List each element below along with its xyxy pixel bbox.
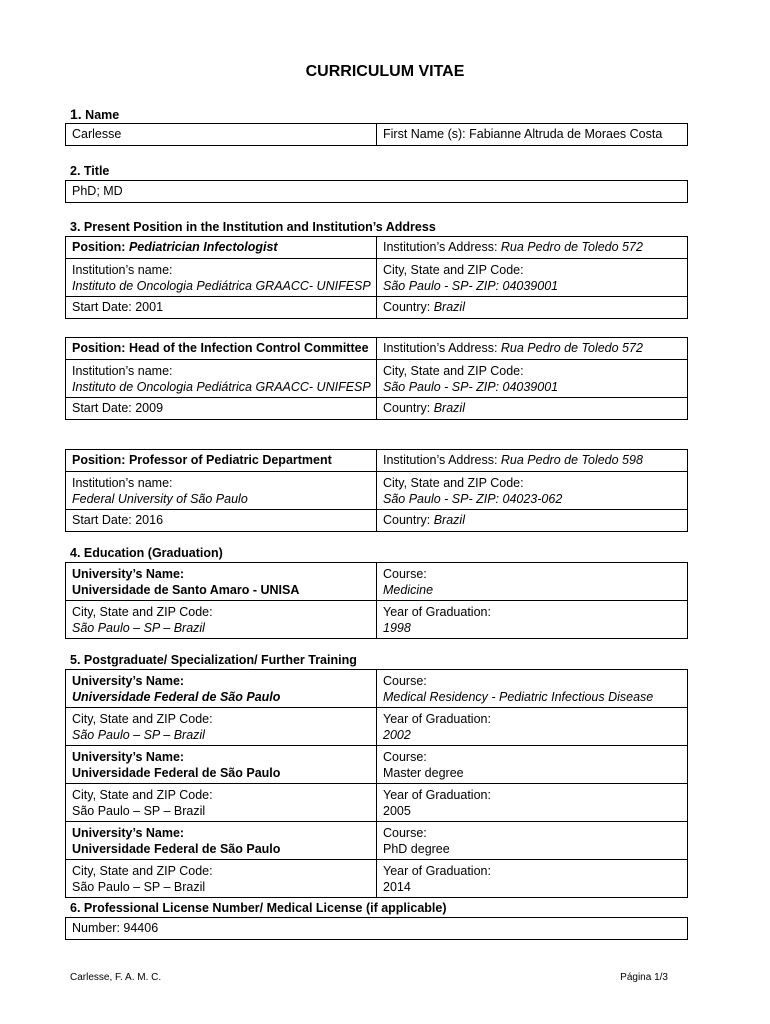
course-cell: [377, 822, 688, 860]
university-value: Universidade de Santo Amaro - UNISA: [72, 583, 300, 597]
city-value: São Paulo – SP – Brazil: [72, 621, 205, 635]
section-1-heading: [70, 107, 119, 123]
country-cell: [377, 297, 688, 319]
section-1-label: Name: [85, 108, 120, 122]
university-label: University’s Name:: [72, 567, 185, 581]
city-label: City, State and ZIP Code:: [72, 788, 213, 802]
position-table-1: [65, 236, 688, 319]
city-cell: [66, 860, 377, 898]
city-cell: [377, 472, 688, 510]
section-1-number: 1.: [70, 106, 82, 122]
address-cell: [377, 338, 688, 360]
country-cell: [377, 510, 688, 532]
city-label: City, State and ZIP Code:: [72, 605, 213, 619]
course-label: Course:: [383, 567, 427, 581]
title-table: [65, 180, 688, 203]
year-label: Year of Graduation:: [383, 788, 491, 802]
city-value: São Paulo – SP – Brazil: [72, 728, 205, 742]
name-table: [65, 123, 688, 146]
city-label: City, State and ZIP Code:: [72, 864, 213, 878]
year-value: 2014: [383, 880, 411, 894]
address-value: Rua Pedro de Toledo 598: [500, 453, 643, 467]
course-value: PhD degree: [383, 842, 450, 856]
city-value: São Paulo - SP- ZIP: 04039001: [383, 279, 559, 293]
position-value: Head of the Infection Control Committee: [128, 341, 369, 355]
position-label: Position:: [72, 453, 129, 467]
institution-label: Institution’s name:: [72, 364, 173, 378]
university-cell: [66, 746, 377, 784]
institution-value: Instituto de Oncologia Pediátrica GRAACC- UNIFESP: [72, 279, 371, 293]
start-date-cell: Start Date: 2016: [66, 510, 377, 532]
year-label: Year of Graduation:: [383, 712, 491, 726]
section-2-heading: 2. Title: [70, 164, 110, 178]
university-value: Universidade Federal de São Paulo: [72, 766, 281, 780]
year-value: 1998: [383, 621, 411, 635]
footer-page-number: Página 1/3: [620, 972, 668, 983]
address-label: Institution’s Address:: [383, 453, 501, 467]
institution-label: Institution’s name:: [72, 476, 173, 490]
address-label: Institution’s Address:: [383, 240, 501, 254]
city-cell: [377, 360, 688, 398]
position-label: Position:: [72, 240, 129, 254]
start-date-cell: Start Date: 2009: [66, 398, 377, 420]
course-value: Master degree: [383, 766, 464, 780]
license-number-cell: Number: 94406: [66, 918, 688, 940]
institution-cell: [66, 259, 377, 297]
institution-label: Institution’s name:: [72, 263, 173, 277]
institution-value: Instituto de Oncologia Pediátrica GRAACC- UNIFESP: [72, 380, 371, 394]
footer-author: Carlesse, F. A. M. C.: [70, 972, 162, 983]
university-label: University’s Name:: [72, 750, 185, 764]
year-value: 2005: [383, 804, 411, 818]
city-value: São Paulo - SP- ZIP: 04039001: [383, 380, 559, 394]
year-label: Year of Graduation:: [383, 605, 491, 619]
education-table: [65, 562, 688, 639]
position-cell: [66, 338, 377, 360]
section-5-heading: 5. Postgraduate/ Specialization/ Further Training: [70, 653, 357, 667]
position-value: Pediatrician Infectologist: [128, 240, 278, 254]
position-cell: [66, 450, 377, 472]
country-label: Country:: [383, 300, 434, 314]
country-value: Brazil: [433, 300, 465, 314]
address-cell: [377, 237, 688, 259]
university-cell: [66, 670, 377, 708]
university-value: Universidade Federal de São Paulo: [72, 842, 281, 856]
year-cell: [377, 601, 688, 639]
city-cell: [66, 708, 377, 746]
course-value: Medicine: [383, 583, 434, 597]
position-table-2: [65, 337, 688, 420]
city-label: City, State and ZIP Code:: [383, 476, 524, 490]
city-label: City, State and ZIP Code:: [72, 712, 213, 726]
city-label: City, State and ZIP Code:: [383, 364, 524, 378]
year-cell: [377, 860, 688, 898]
university-cell: [66, 563, 377, 601]
year-value: 2002: [383, 728, 411, 742]
section-6-heading: 6. Professional License Number/ Medical License (if applicable): [70, 901, 447, 915]
position-table-3: [65, 449, 688, 532]
country-label: Country:: [383, 513, 434, 527]
university-value: Universidade Federal de São Paulo: [72, 690, 281, 704]
course-label: Course:: [383, 826, 427, 840]
course-label: Course:: [383, 674, 427, 688]
license-table: [65, 917, 688, 940]
institution-value: Federal University of São Paulo: [72, 492, 248, 506]
city-value: São Paulo - SP- ZIP: 04023-062: [383, 492, 563, 506]
address-value: Rua Pedro de Toledo 572: [500, 341, 643, 355]
country-value: Brazil: [433, 401, 465, 415]
address-cell: [377, 450, 688, 472]
city-label: City, State and ZIP Code:: [383, 263, 524, 277]
year-cell: [377, 708, 688, 746]
course-cell: [377, 670, 688, 708]
surname-cell: Carlesse: [66, 124, 377, 146]
university-label: University’s Name:: [72, 826, 185, 840]
city-cell: [377, 259, 688, 297]
section-3-heading: 3. Present Position in the Institution and Institution’s Address: [70, 220, 436, 234]
position-label: Position:: [72, 341, 129, 355]
course-value: Medical Residency - Pediatric Infectious Disease: [383, 690, 654, 704]
course-label: Course:: [383, 750, 427, 764]
position-cell: [66, 237, 377, 259]
city-cell: [66, 601, 377, 639]
course-cell: [377, 563, 688, 601]
year-label: Year of Graduation:: [383, 864, 491, 878]
city-value: São Paulo – SP – Brazil: [72, 804, 206, 818]
address-label: Institution’s Address:: [383, 341, 501, 355]
institution-cell: [66, 472, 377, 510]
city-value: São Paulo – SP – Brazil: [72, 880, 206, 894]
year-cell: [377, 784, 688, 822]
position-value: Professor of Pediatric Department: [128, 453, 332, 467]
title-value-cell: PhD; MD: [66, 181, 688, 203]
city-cell: [66, 784, 377, 822]
first-names-cell: First Name (s): Fabianne Altruda de Moraes Costa: [377, 124, 688, 146]
document-title: CURRICULUM VITAE: [305, 63, 465, 80]
country-cell: [377, 398, 688, 420]
start-date-cell: Start Date: 2001: [66, 297, 377, 319]
section-4-heading: 4. Education (Graduation): [70, 546, 223, 560]
postgraduate-table: [65, 669, 688, 898]
institution-cell: [66, 360, 377, 398]
university-cell: [66, 822, 377, 860]
course-cell: [377, 746, 688, 784]
university-label: University’s Name:: [72, 674, 185, 688]
country-label: Country:: [383, 401, 434, 415]
address-value: Rua Pedro de Toledo 572: [500, 240, 643, 254]
country-value: Brazil: [433, 513, 465, 527]
